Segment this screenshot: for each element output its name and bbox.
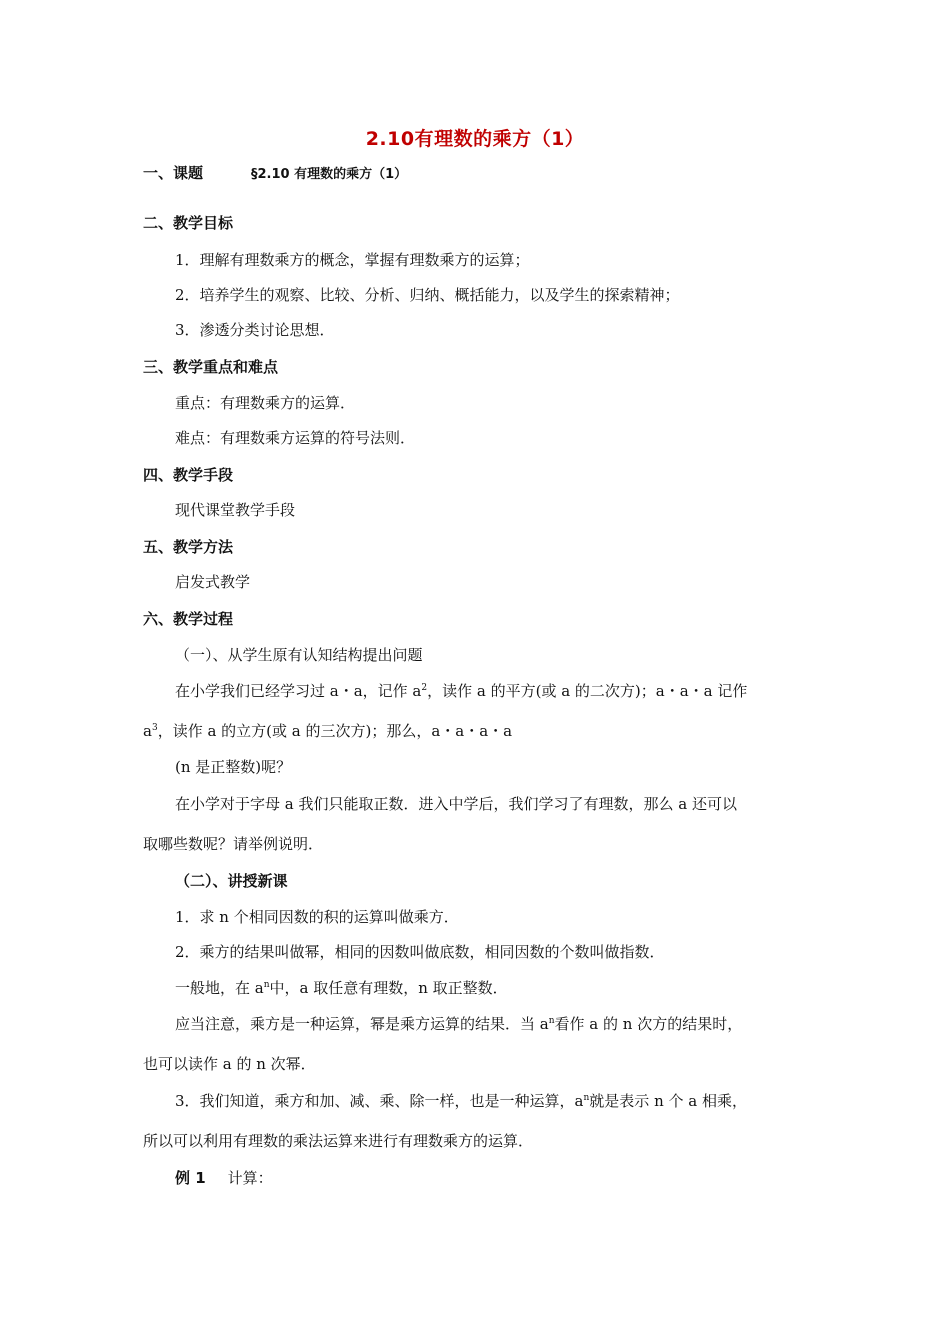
- goal-item: 3．渗透分类讨论思想．: [175, 321, 335, 339]
- text-run: ，读作 a 的立方(或 a 的三次方)；那么，a・a・a・a: [157, 722, 513, 740]
- text-run: 看作 a 的 n 次方的结果时，: [554, 1015, 743, 1033]
- method-text: 启发式教学: [175, 573, 251, 591]
- text-run: 一般地，在 a: [175, 979, 264, 997]
- section-heading-goals: 二、教学目标: [143, 214, 234, 232]
- example-line: [175, 1168, 273, 1188]
- rule-item: 1．求 n 个相同因数的积的运算叫做乘方．: [175, 908, 459, 926]
- rule-item: 2．乘方的结果叫做幂，相同的因数叫做底数，相同因数的个数叫做指数．: [175, 943, 665, 961]
- paragraph-line: (n 是正整数)呢？: [175, 758, 292, 776]
- topic-value: §2.10 有理数的乘方（1）: [251, 167, 408, 182]
- example-label: 例 1: [175, 1169, 206, 1187]
- text-run: ，读作 a 的平方(或 a 的二次方)；a・a・a 记作: [427, 682, 748, 700]
- text-run: 在小学我们已经学习过 a・a，记作 a: [175, 682, 422, 700]
- paragraph-line: [175, 1014, 742, 1034]
- paragraph-line: 也可以读作 a 的 n 次幂．: [143, 1055, 316, 1073]
- paragraph-line: [175, 681, 747, 701]
- superscript: n: [548, 1016, 555, 1026]
- superscript: n: [263, 980, 270, 990]
- section-heading-method: 五、教学方法: [143, 538, 234, 556]
- section-heading-process: 六、教学过程: [143, 610, 234, 628]
- keypoint-item: 难点：有理数乘方运算的符号法则．: [175, 429, 416, 447]
- paragraph-line: 所以可以利用有理数的乘法运算来进行有理数乘方的运算．: [143, 1132, 534, 1150]
- superscript: n: [583, 1093, 590, 1103]
- paragraph-line: 在小学对于字母 a 我们只能取正数．进入中学后，我们学习了有理数，那么 a 还可以: [175, 795, 737, 813]
- paragraph-line: 取哪些数呢？请举例说明．: [143, 835, 324, 853]
- paragraph-line: [175, 978, 508, 998]
- section-heading-means: 四、教学手段: [143, 466, 234, 484]
- text-run: a: [143, 722, 152, 740]
- superscript: 2: [421, 683, 428, 693]
- subsection-heading: （二）、讲授新课: [175, 872, 288, 890]
- goal-item: 1．理解有理数乘方的概念，掌握有理数乘方的运算；: [175, 251, 530, 269]
- paragraph-line: [175, 1091, 747, 1111]
- text-run: 3．我们知道，乘方和加、减、乘、除一样，也是一种运算，a: [175, 1092, 584, 1110]
- means-text: 现代课堂教学手段: [175, 501, 296, 519]
- superscript: 3: [151, 723, 158, 733]
- page-title: 2.10有理数的乘方（1）: [365, 128, 585, 150]
- subsection-heading: （一）、从学生原有认知结构提出问题: [175, 646, 423, 664]
- text-run: 中，a 取任意有理数，n 取正整数．: [269, 979, 508, 997]
- text-run: 就是表示 n 个 a 相乘，: [589, 1092, 747, 1110]
- text-run: 应当注意，乘方是一种运算，幂是乘方运算的结果．当 a: [175, 1015, 549, 1033]
- example-text: 计算：: [227, 1169, 273, 1187]
- section-topic: [143, 163, 407, 185]
- paragraph-line: [143, 721, 512, 741]
- section-heading-keypoints: 三、教学重点和难点: [143, 358, 279, 376]
- section-heading: 一、课题: [143, 164, 204, 182]
- keypoint-item: 重点：有理数乘方的运算．: [175, 394, 356, 412]
- goal-item: 2．培养学生的观察、比较、分析、归纳、概括能力，以及学生的探索精神；: [175, 286, 680, 304]
